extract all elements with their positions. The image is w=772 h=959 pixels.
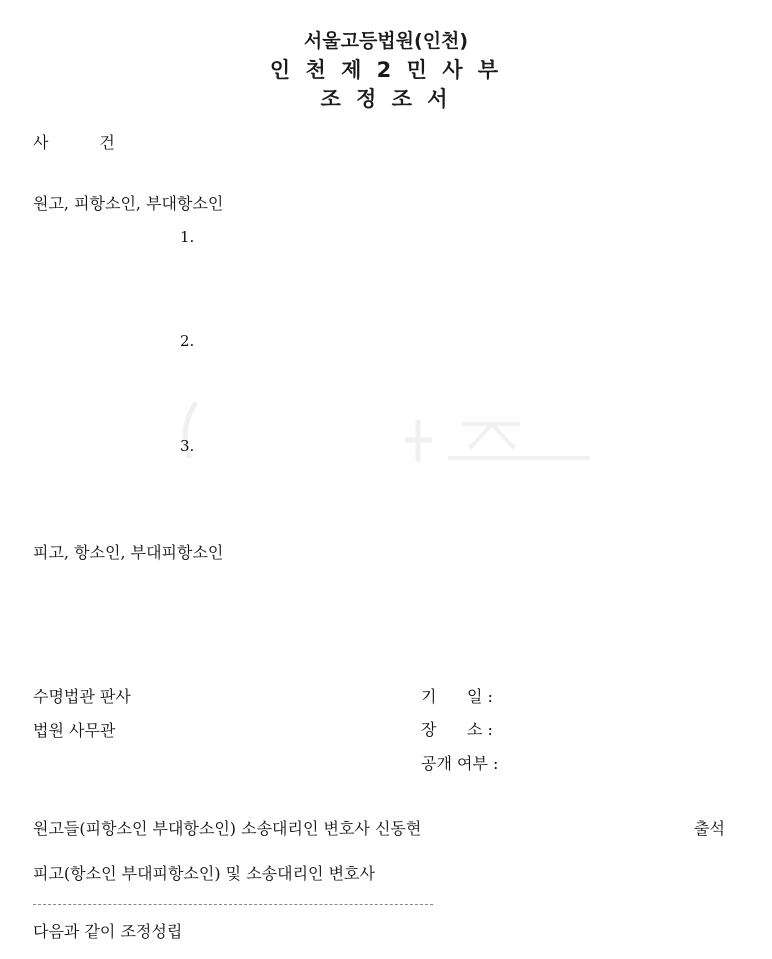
plaintiff-item-2: 2. xyxy=(180,332,195,350)
public-label: 공개 여부 : xyxy=(421,754,499,773)
division-name: 인 천 제 2 민 사 부 xyxy=(269,58,503,82)
document-title: 조 정 조 서 xyxy=(320,87,452,111)
judge-label: 수명법관 판사 xyxy=(33,687,131,706)
plaintiff-attendance-status: 출석 xyxy=(694,819,725,838)
result-text: 다음과 같이 조정성립 xyxy=(33,922,183,941)
plaintiff-label: 원고, 피항소인, 부대항소인 xyxy=(33,194,224,213)
defendant-counsel-line: 피고(항소인 부대피항소인) 및 소송대리인 변호사 xyxy=(33,864,375,883)
place-label: 장 소 : xyxy=(421,720,493,739)
dashed-divider xyxy=(33,904,433,905)
plaintiff-item-3: 3. xyxy=(180,437,195,455)
date-label: 기 일 : xyxy=(421,687,493,706)
plaintiff-counsel-line: 원고들(피항소인 부대항소인) 소송대리인 변호사 신동현 xyxy=(33,819,422,838)
clerk-label: 법원 사무관 xyxy=(33,721,116,740)
defendant-label: 피고, 항소인, 부대피항소인 xyxy=(33,543,224,562)
plaintiff-item-1: 1. xyxy=(180,228,195,246)
case-label: 사 건 xyxy=(33,133,115,152)
court-name: 서울고등법원(인천) xyxy=(303,30,469,52)
